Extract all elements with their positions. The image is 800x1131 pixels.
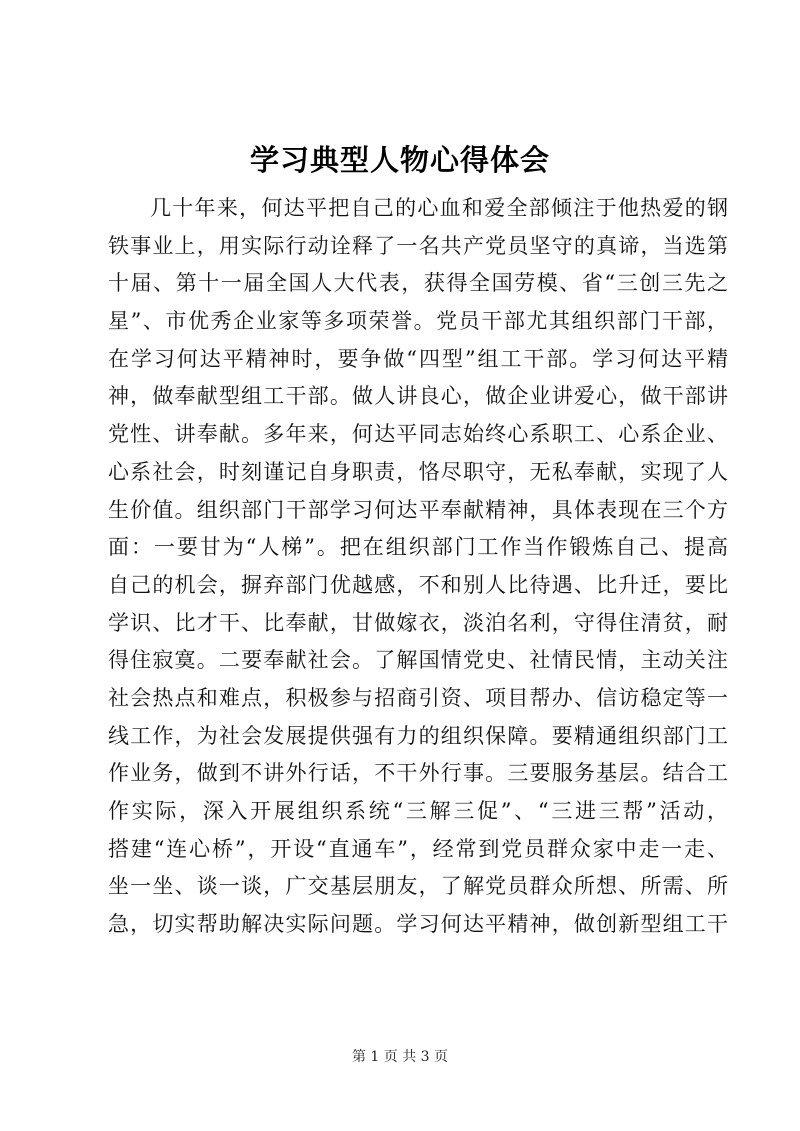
text-line: 心系社会，时刻谨记自身职责，恪尽职守，无私奉献，实现了人: [108, 459, 728, 484]
text-line: 学识、比才干、比奉献，甘做嫁衣，淡泊名利，守得住清贫，耐: [108, 610, 728, 635]
text-line: 面：一要甘为“人梯”。把在组织部门工作当作锻炼自己、提高: [108, 535, 728, 560]
text-line: 线工作，为社会发展提供强有力的组织保障。要精通组织部门工: [108, 723, 728, 748]
text-line: 十届、第十一届全国人大代表，获得全国劳模、省“三创三先之: [108, 271, 728, 296]
text-line: 社会热点和难点，积极参与招商引资、项目帮办、信访稳定等一: [108, 685, 728, 710]
text-line: 几十年来，何达平把自己的心血和爱全部倾注于他热爱的钢: [150, 196, 728, 220]
text-line: 作实际，深入开展组织系统“三解三促”、“三进三帮”活动，: [108, 799, 728, 823]
text-line: 坐一坐、谈一谈，广交基层朋友，了解党员群众所想、所需、所: [108, 874, 728, 899]
text-line: 铁事业上，用实际行动诠释了一名共产党员坚守的真谛，当选第: [108, 233, 728, 258]
text-line: 党性、讲奉献。多年来，何达平同志始终心系职工、心系企业、: [108, 422, 728, 447]
text-line: 急，切实帮助解决实际问题。学习何达平精神，做创新型组工干: [108, 912, 728, 937]
text-line: 作业务，做到不讲外行话，不干外行事。三要服务基层。结合工: [108, 761, 728, 786]
text-line: 在学习何达平精神时，要争做“四型”组工干部。学习何达平精: [108, 346, 728, 371]
text-line: 得住寂寞。二要奉献社会。了解国情党史、社情民情，主动关注: [108, 648, 728, 673]
body-text: [108, 190, 728, 944]
text-line: 神，做奉献型组工干部。做人讲良心，做企业讲爱心，做干部讲: [108, 384, 728, 409]
text-line: 生价值。组织部门干部学习何达平奉献精神，具体表现在三个方: [108, 497, 728, 522]
page-number-footer: 第 1 页 共 3 页: [351, 1049, 449, 1065]
text-line: 自己的机会，摒弃部门优越感，不和别人比待遇、比升迁，要比: [108, 572, 728, 597]
document-title: 学习典型人物心得体会: [249, 143, 550, 177]
text-line: 搭建“连心桥”，开设“直通车”，经常到党员群众家中走一走、: [108, 836, 728, 861]
text-line: 星”、市优秀企业家等多项荣誉。党员干部尤其组织部门干部，: [108, 309, 728, 334]
